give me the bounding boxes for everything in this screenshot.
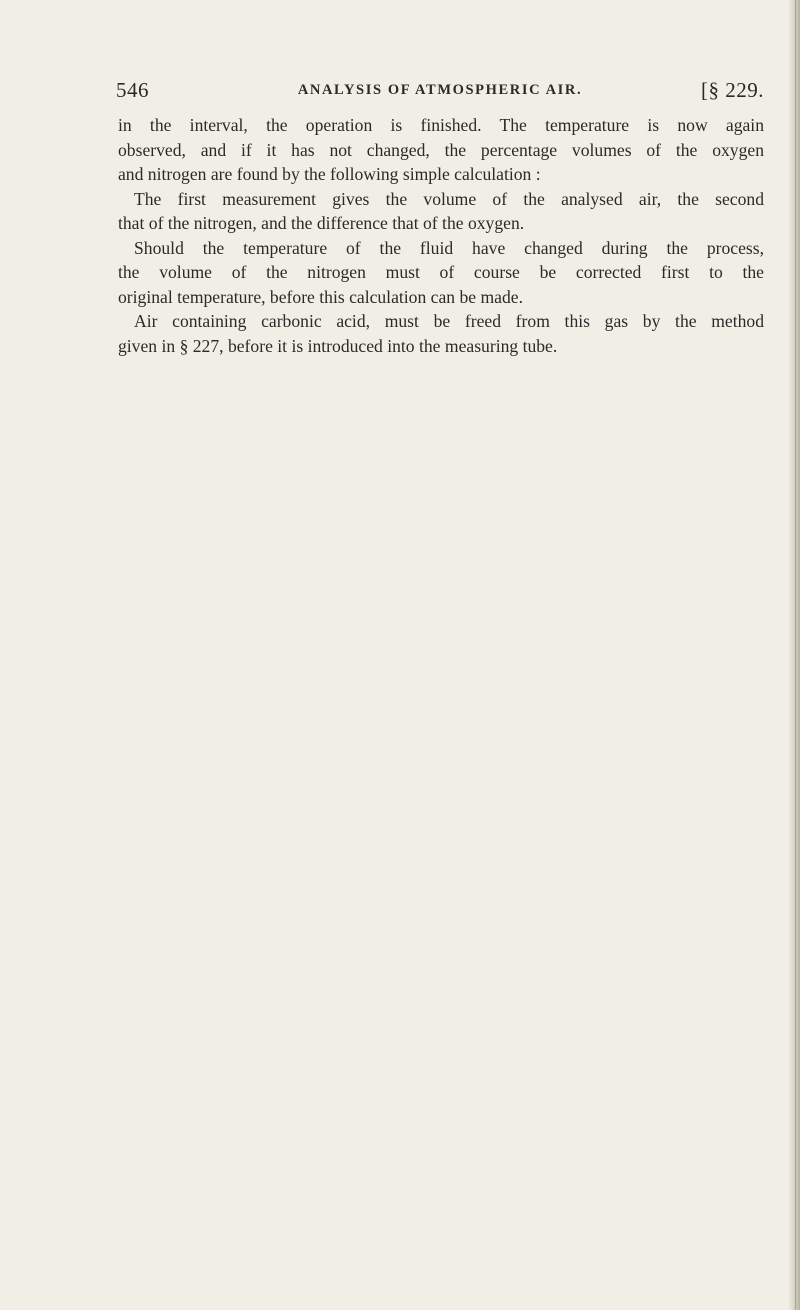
- text-line: in the interval, the operation is finished. The temperature is now again: [118, 115, 764, 135]
- text-line: that of the nitrogen, and the difference that of the oxygen.: [118, 213, 525, 233]
- text-line: The first measurement gives the volume of the analysed air, the second: [134, 188, 764, 209]
- page-header: [116, 78, 764, 108]
- running-title: ANALYSIS OF ATMOSPHERIC AIR.: [297, 82, 583, 98]
- text-line: original temperature, before this calculation can be made.: [118, 286, 523, 307]
- text-line: and nitrogen are found by the following simple calculation :: [118, 164, 541, 184]
- page-edge-line: [795, 0, 796, 1310]
- body-text: [118, 113, 764, 358]
- text-line: Should the temperature of the fluid have changed during the process,: [134, 237, 764, 258]
- text-line: observed, and if it has not changed, the percentage volumes of the oxygen: [118, 139, 764, 160]
- text-line: the volume of the nitrogen must of course be corrected first to the: [118, 262, 764, 282]
- section-reference: [§ 229.: [701, 78, 764, 102]
- page-edge-shadow: [788, 0, 800, 1310]
- text-line: given in § 227, before it is introduced into the measuring tube.: [118, 335, 558, 356]
- text-line: Air containing carbonic acid, must be freed from this gas by the method: [134, 311, 764, 331]
- page-number: 546: [116, 78, 149, 102]
